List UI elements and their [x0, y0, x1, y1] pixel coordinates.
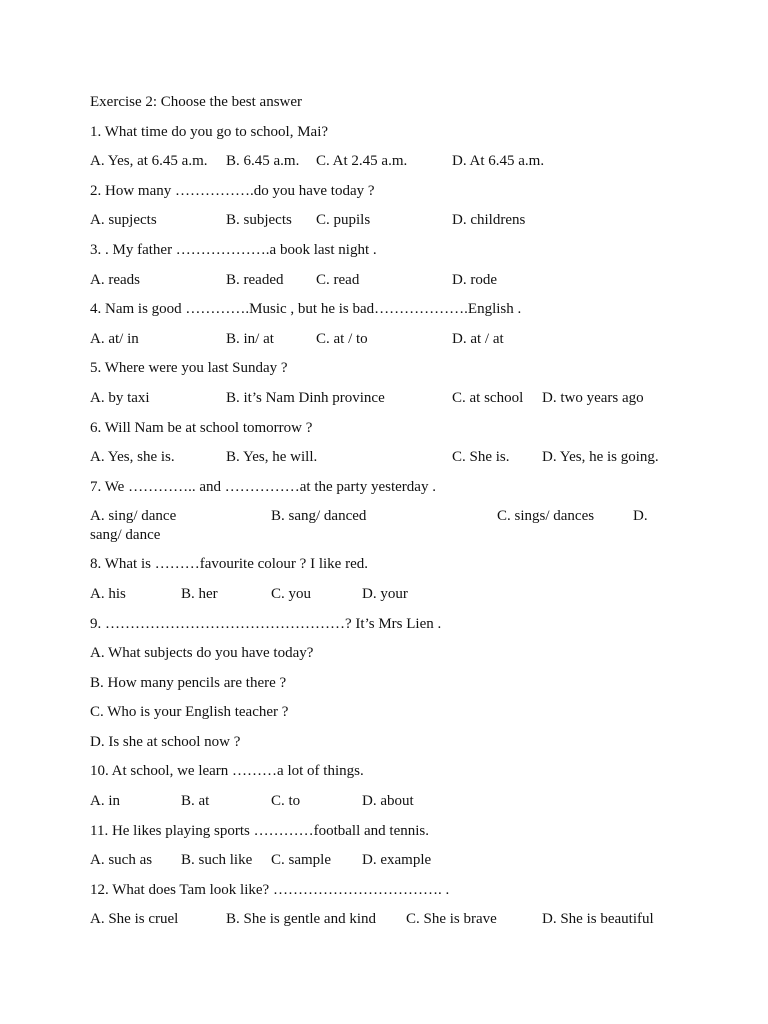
- option-a: A. What subjects do you have today?: [90, 645, 314, 662]
- option-a: A. at/ in: [90, 330, 139, 347]
- question-8-options: [90, 584, 670, 614]
- option-a: A. by taxi: [90, 389, 150, 406]
- option-d: D. rode: [452, 271, 497, 288]
- option-b: B. it’s Nam Dinh province: [226, 389, 385, 406]
- document-page: [90, 92, 670, 939]
- option-d-label: D.: [633, 508, 648, 525]
- option-c: C. pupils: [316, 212, 371, 229]
- option-a: A. sing/ dance: [90, 508, 177, 525]
- exercise-title: Exercise 2: Choose the best answer: [90, 94, 303, 110]
- option-c: C. She is brave: [406, 911, 497, 928]
- question-2: 2. How many …………….do you have today ?: [90, 182, 375, 199]
- option-a: A. such as: [90, 852, 153, 869]
- question-12-options: [90, 909, 670, 939]
- question-4: 4. Nam is good ………….Music , but he is bad……………….English .: [90, 301, 522, 318]
- question-5-options: [90, 388, 670, 418]
- option-d: D. At 6.45 a.m.: [452, 153, 545, 170]
- option-d: D. two years ago: [542, 389, 644, 406]
- option-b: B. readed: [226, 271, 284, 288]
- question-7: 7. We ………….. and ……………at the party yesterday .: [90, 478, 436, 495]
- option-a: A. Yes, at 6.45 a.m.: [90, 153, 208, 170]
- option-d: D. example: [362, 852, 432, 869]
- question-11-options: [90, 850, 670, 880]
- question-3-options: [90, 270, 670, 300]
- question-10: 10. At school, we learn ………a lot of things.: [90, 763, 364, 780]
- option-d: D. your: [362, 585, 408, 602]
- option-c: C. at school: [452, 389, 524, 406]
- question-4-options: [90, 329, 670, 359]
- option-c: C. At 2.45 a.m.: [316, 153, 408, 170]
- option-d-text: sang/ dance: [90, 527, 161, 544]
- option-d: D. Yes, he is going.: [542, 449, 659, 466]
- option-b: B. such like: [181, 852, 253, 869]
- option-c: C. to: [271, 793, 301, 810]
- question-3: 3. . My father ……………….a book last night .: [90, 241, 377, 258]
- question-7-options: [90, 506, 670, 554]
- question-10-options: [90, 791, 670, 821]
- option-c: C. sings/ dances: [497, 508, 595, 525]
- option-b: B. 6.45 a.m.: [226, 153, 300, 170]
- question-5: 5. Where were you last Sunday ?: [90, 360, 288, 377]
- option-c: C. Who is your English teacher ?: [90, 704, 289, 721]
- question-6: 6. Will Nam be at school tomorrow ?: [90, 419, 313, 436]
- question-1-options: [90, 151, 670, 181]
- question-2-options: [90, 210, 670, 240]
- option-b: B. Yes, he will.: [226, 449, 318, 466]
- question-11: 11. He likes playing sports …………football and tennis.: [90, 822, 429, 839]
- option-a: A. She is cruel: [90, 911, 179, 928]
- option-b: B. sang/ danced: [271, 508, 367, 525]
- option-d: D. Is she at school now ?: [90, 733, 241, 750]
- question-8: 8. What is ………favourite colour ? I like red.: [90, 556, 368, 573]
- option-b: B. subjects: [226, 212, 292, 229]
- option-c: C. at / to: [316, 330, 368, 347]
- option-d: D. at / at: [452, 330, 504, 347]
- option-a: A. supjects: [90, 212, 157, 229]
- option-a: A. in: [90, 793, 120, 810]
- question-12: 12. What does Tam look like? ……………………………. .: [90, 881, 450, 898]
- option-a: A. his: [90, 585, 126, 602]
- option-c: C. read: [316, 271, 360, 288]
- option-b: B. How many pencils are there ?: [90, 674, 287, 691]
- option-a: A. reads: [90, 271, 140, 288]
- option-b: B. at: [181, 793, 210, 810]
- option-d: D. She is beautiful: [542, 911, 654, 928]
- option-a: A. Yes, she is.: [90, 449, 175, 466]
- option-d: D. childrens: [452, 212, 526, 229]
- option-c: C. sample: [271, 852, 331, 869]
- option-c: C. you: [271, 585, 312, 602]
- option-b: B. in/ at: [226, 330, 274, 347]
- option-b: B. her: [181, 585, 218, 602]
- option-b: B. She is gentle and kind: [226, 911, 376, 928]
- question-9: 9. …………………………………………? It’s Mrs Lien .: [90, 615, 442, 632]
- option-d: D. about: [362, 793, 414, 810]
- question-6-options: [90, 447, 670, 477]
- question-1: 1. What time do you go to school, Mai?: [90, 123, 329, 140]
- option-c: C. She is.: [452, 449, 510, 466]
